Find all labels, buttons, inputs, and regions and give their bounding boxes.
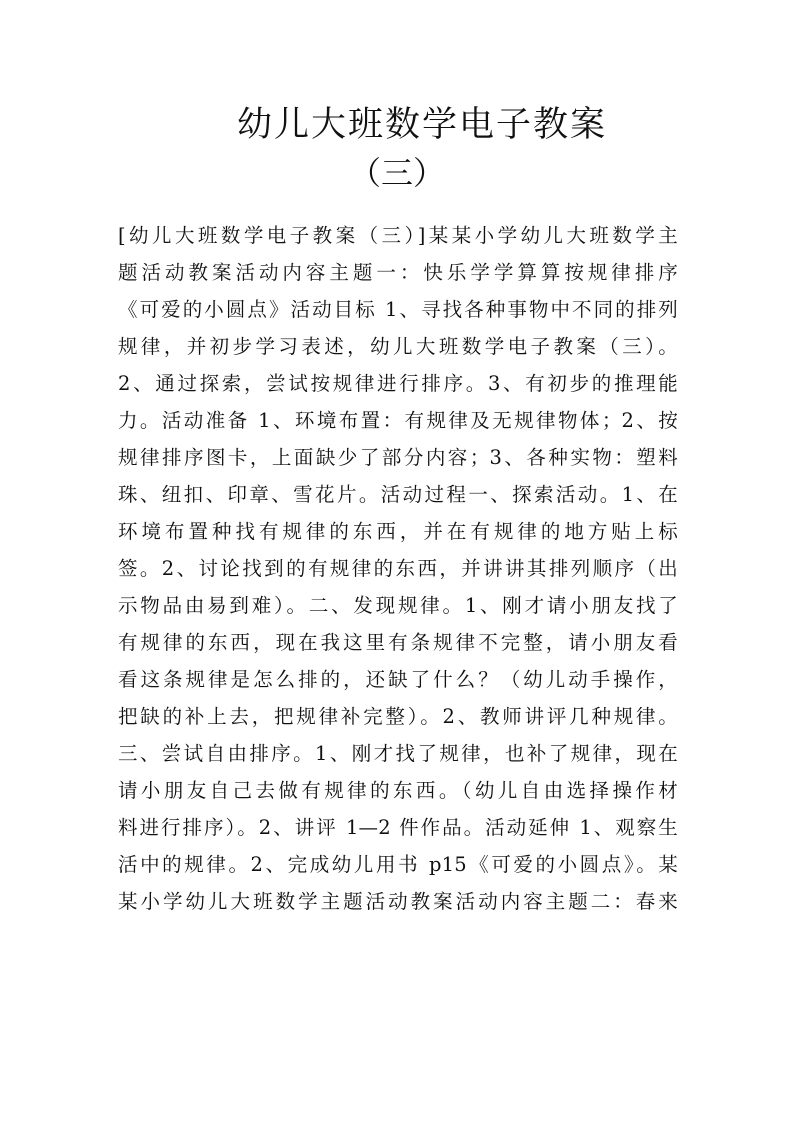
body-line: 料进行排序）。2、讲评 1—2 件作品。活动延伸 1、观察生 xyxy=(118,816,678,839)
body-line: 某小学幼儿大班数学主题活动教案活动内容主题二：春来 xyxy=(118,890,678,913)
body-line: 签。2、讨论找到的有规律的东西，并讲讲其排列顺序（出 xyxy=(118,557,678,580)
document-title: 幼儿大班数学电子教案 xyxy=(236,105,607,145)
body-line: 《可爱的小圆点》活动目标 1、寻找各种事物中不同的排列 xyxy=(118,298,678,321)
body-line: 2、通过探索，尝试按规律进行排序。3、有初步的推理能 xyxy=(118,372,678,395)
body-line: 力。活动准备 1、环境布置：有规律及无规律物体；2、按 xyxy=(118,409,678,432)
body-line: 规律，并初步学习表述，幼儿大班数学电子教案（三）。 xyxy=(118,335,678,358)
body-line: 看这条规律是怎么排的，还缺了什么？（幼儿动手操作， xyxy=(118,668,678,691)
body-line: 活中的规律。2、完成幼儿用书 p15《可爱的小圆点》。某 xyxy=(118,853,678,876)
body-line: 规律排序图卡，上面缺少了部分内容；3、各种实物：塑料 xyxy=(118,446,678,469)
document-body xyxy=(118,217,678,920)
body-line: 请小朋友自己去做有规律的东西。（幼儿自由选择操作材 xyxy=(118,779,678,802)
document-subtitle: （三） xyxy=(348,154,445,192)
body-line: 三、尝试自由排序。1、刚才找了规律，也补了规律，现在 xyxy=(118,742,678,765)
body-line: 珠、纽扣、印章、雪花片。活动过程一、探索活动。1、在 xyxy=(118,483,678,506)
body-line: 有规律的东西，现在我这里有条规律不完整，请小朋友看 xyxy=(118,631,678,654)
body-line: 示物品由易到难）。二、发现规律。1、刚才请小朋友找了 xyxy=(118,594,678,617)
body-line: 环境布置种找有规律的东西，并在有规律的地方贴上标 xyxy=(118,520,678,543)
body-line: 题活动教案活动内容主题一：快乐学学算算按规律排序 xyxy=(118,261,678,284)
body-line: 把缺的补上去，把规律补完整）。2、教师讲评几种规律。 xyxy=(118,705,678,728)
body-line: [幼儿大班数学电子教案（三）]某某小学幼儿大班数学主 xyxy=(118,224,678,247)
